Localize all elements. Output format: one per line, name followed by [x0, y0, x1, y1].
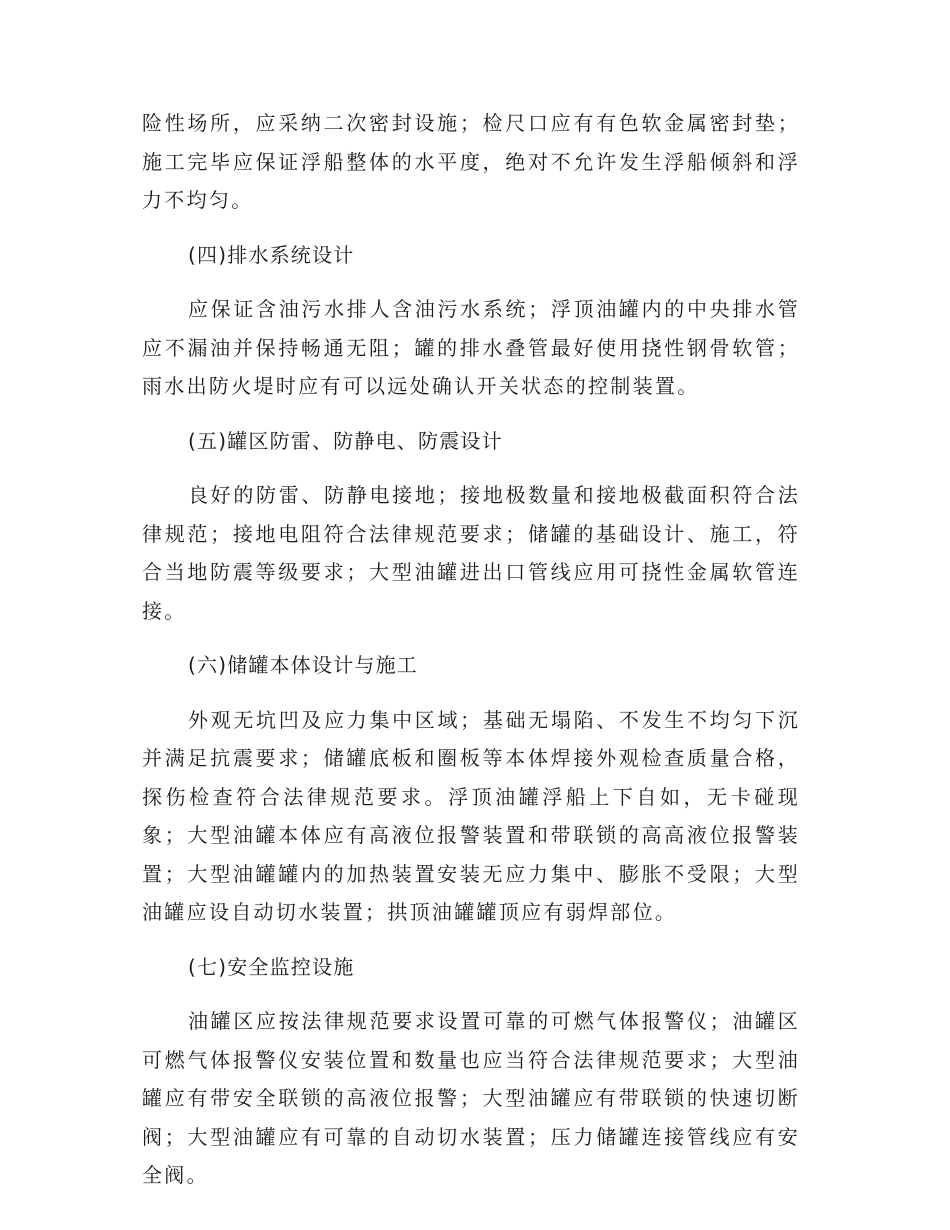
paragraph-lightning: 良好的防雷、防静电接地；接地极数量和接地极截面积符合法律规范；接地电阻符合法律规范要求；储罐的基础设计、施工，符合当地防震等级要求；大型油罐进出口管线应用可挠性金属软管连接。 — [142, 483, 800, 623]
paragraph-drainage: 应保证含油污水排人含油污水系统；浮顶油罐内的中央排水管应不漏油并保持畅通无阻；罐的排水叠管最好使用挠性钢骨软管；雨水出防火堤时应有可以远处确认开关状态的控制装置。 — [142, 297, 800, 398]
section-heading-5: (五)罐区防雷、防静电、防震设计 — [188, 428, 503, 453]
paragraph-continued: 险性场所，应采纳二次密封设施；检尺口应有有色软金属密封垫；施工完毕应保证浮船整体的水平度，绝对不允许发生浮船倾斜和浮力不均匀。 — [142, 111, 800, 212]
section-heading-7: (七)安全监控设施 — [188, 954, 355, 979]
section-heading-4: (四)排水系统设计 — [188, 242, 355, 267]
paragraph-tank-body: 外观无坑凹及应力集中区域；基础无塌陷、不发生不均匀下沉并满足抗震要求；储罐底板和圈板等本体焊接外观检查质量合格，探伤检查符合法律规范要求。浮顶油罐浮船上下自如，无卡碰现象；大型油罐本体应有高液位报警装置和带联锁的高高液位报警装置；大型油罐罐内的加热装置安装无应力集中、膨胀不受限；大型油罐应设自动切水装置；拱顶油罐罐顶应有弱焊部位。 — [142, 707, 800, 924]
section-heading-6: (六)储罐本体设计与施工 — [188, 653, 419, 677]
document-page — [142, 104, 800, 1195]
paragraph-monitoring: 油罐区应按法律规范要求设置可靠的可燃气体报警仪；油罐区可燃气体报警仪安装位置和数量也应当符合法律规范要求；大型油罐应有带安全联锁的高液位报警；大型油罐应有带联锁的快速切断阀；大型油罐应有可靠的自动切水装置；压力储罐连接管线应有安全阀。 — [142, 1009, 800, 1187]
